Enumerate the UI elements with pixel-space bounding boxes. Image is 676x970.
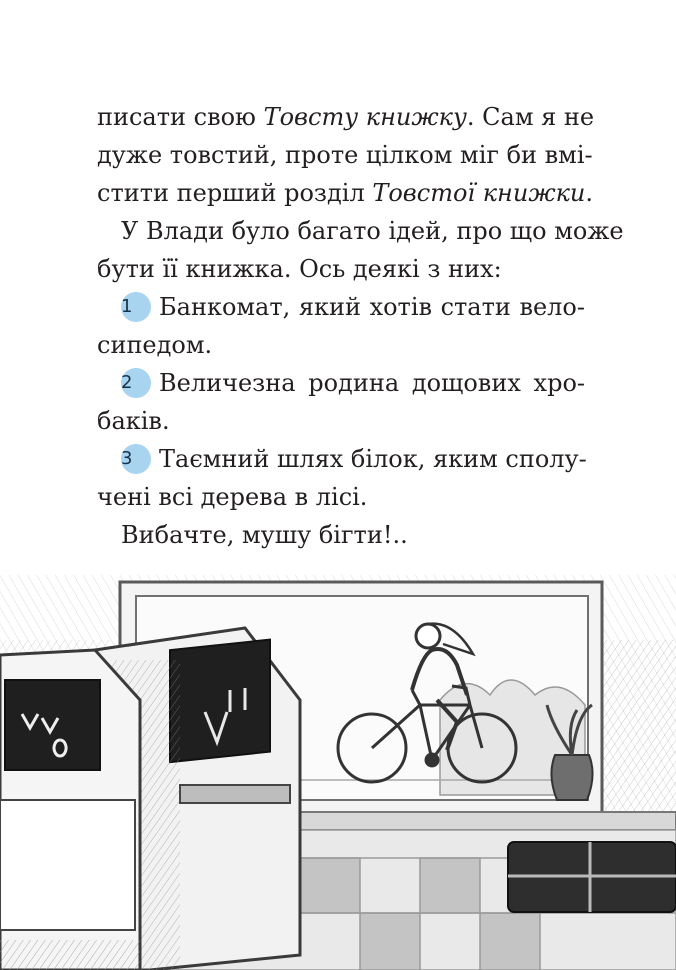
idea-text: Таємний шлях білок, яким сполу- — [159, 445, 587, 473]
idea-2-line-2: баків. — [97, 407, 170, 435]
paragraph-1-line-1 — [97, 98, 595, 136]
window-sill — [290, 812, 676, 830]
book-title-italic: Товстої книжки — [372, 179, 586, 207]
number-badge-2: 2 — [121, 368, 151, 398]
atm-machine-left — [0, 650, 140, 970]
wrapped-parcel — [508, 842, 676, 912]
closing-line: Вибачте, мушу бігти!.. — [121, 521, 408, 549]
text-run: . — [585, 179, 594, 207]
paragraph-1-line-3 — [97, 174, 594, 212]
text-run: писати свою — [97, 103, 264, 131]
paragraph-2-line-1: У Влади було багато ідей, про що може — [121, 217, 624, 245]
paragraph-2-line-2: бути її книжка. Ось деякі з них: — [97, 255, 502, 283]
number-badge-3: 3 — [121, 444, 151, 474]
atm-bicycle-scene-illustration — [0, 575, 676, 970]
book-title-italic: Товсту книжку — [263, 103, 467, 131]
page-text — [97, 98, 624, 554]
number-badge-1: 1 — [121, 292, 151, 322]
idea-1-line-1 — [97, 288, 585, 326]
text-run: . Сам я не — [466, 103, 595, 131]
idea-2-line-1 — [97, 364, 585, 402]
idea-text: Банкомат, який хотів стати вело- — [159, 293, 585, 321]
idea-text: Величезна родина дощових хро- — [159, 369, 585, 397]
paragraph-1-line-2: дуже товстий, проте цілком міг би вмі- — [97, 141, 593, 169]
idea-1-line-2: сипедом. — [97, 331, 213, 359]
text-run: стити перший розділ — [97, 179, 373, 207]
idea-3-line-1 — [97, 440, 585, 478]
idea-3-line-2: чені всі дерева в лісі. — [97, 483, 368, 511]
